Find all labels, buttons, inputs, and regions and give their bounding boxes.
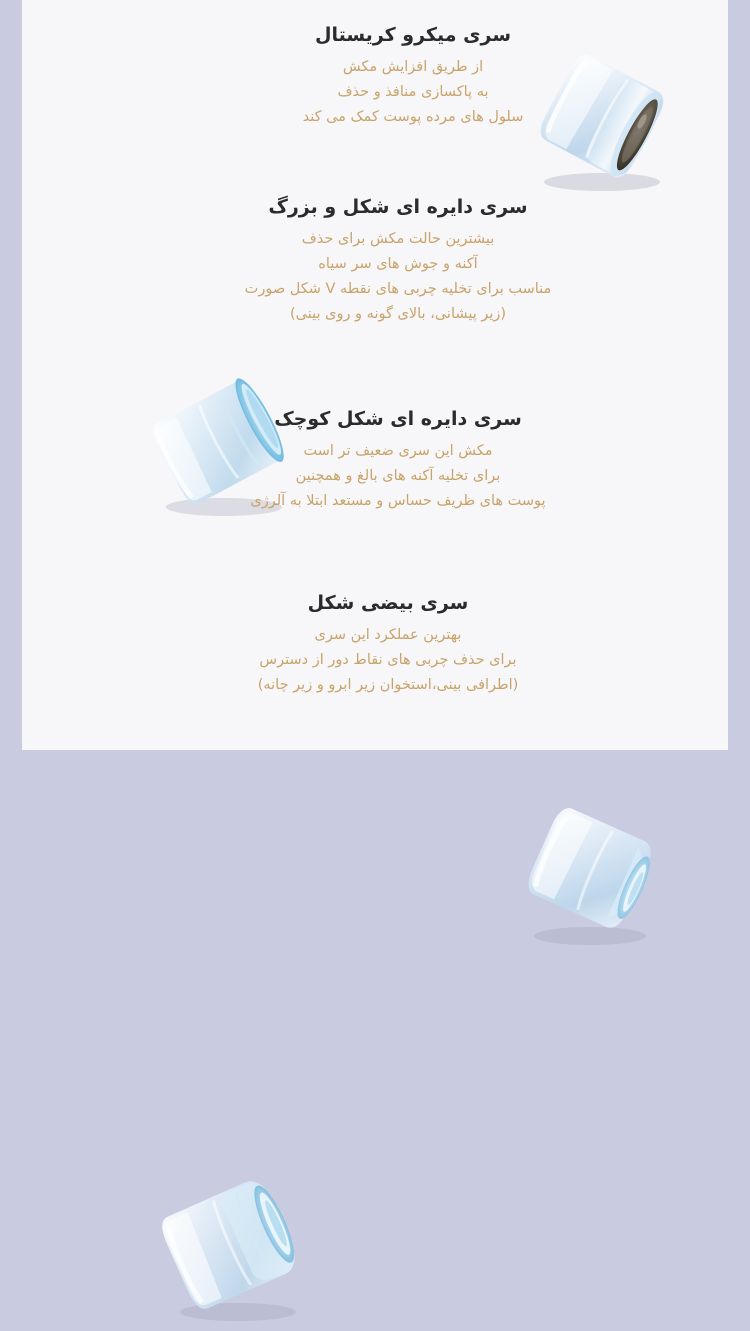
section-title: سری دایره ای شکل کوچک <box>274 408 522 430</box>
section-line: آکنه و جوش های سر سیاه <box>318 256 478 272</box>
section-line: مکش این سری ضعیف تر است <box>303 443 493 459</box>
poster-sheet <box>22 0 728 750</box>
section-line: سلول های مرده پوست کمک می کند <box>302 109 524 125</box>
micro-crystal-nozzle-image <box>512 46 687 200</box>
section-text-block <box>208 592 568 698</box>
section-line: برای تخلیه آکنه های بالغ و همچنین <box>295 468 501 484</box>
section-line: بهترین عملکرد این سری <box>314 627 462 643</box>
section-line: مناسب برای تخلیه چربی های نقطه V شکل صورت <box>244 281 552 297</box>
oval-nozzle-image <box>142 1162 327 1331</box>
section-line: به پاکسازی منافذ و حذف <box>337 84 489 100</box>
section-line: بیشترین حالت مکش برای حذف <box>301 231 495 247</box>
section-line: از طریق افزایش مکش <box>342 59 484 75</box>
section-lines <box>198 439 598 514</box>
section-title: سری بیضی شکل <box>307 592 469 614</box>
section-lines <box>208 623 568 698</box>
section-line: برای حذف چربی های نقاط دور از دسترس <box>259 652 517 668</box>
section-line: (اطرافی بینی،استخوان زیر ابرو و زیر چانه) <box>257 677 519 693</box>
small-round-nozzle-image <box>502 790 682 954</box>
section-line: پوست های ظریف حساس و مستعد ابتلا به آلرژی <box>250 493 546 509</box>
section-text-block <box>198 196 598 327</box>
section-line: (زیر پیشانی، بالای گونه و روی بینی) <box>289 306 507 322</box>
section-title: سری دایره ای شکل و بزرگ <box>268 196 528 218</box>
section-title: سری میکرو کریستال <box>314 24 512 46</box>
section-lines <box>198 227 598 327</box>
section-text-block <box>198 408 598 514</box>
